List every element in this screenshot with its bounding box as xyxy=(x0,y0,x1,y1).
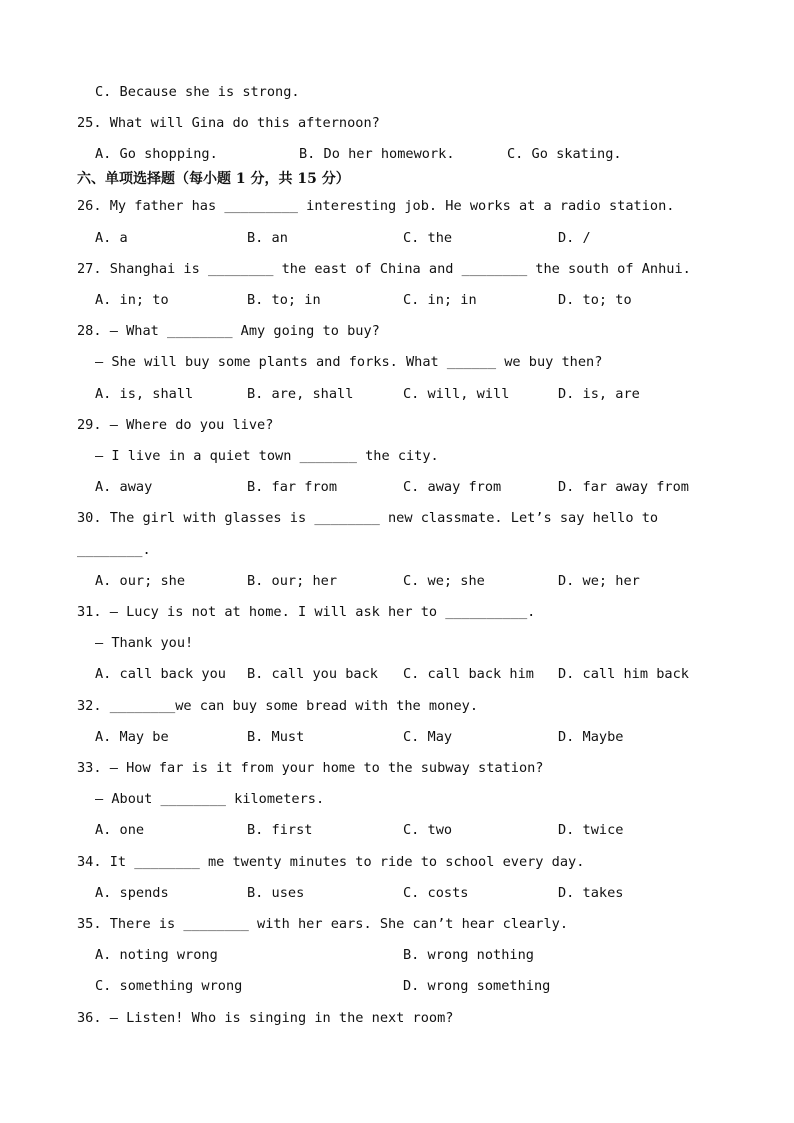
option-b: B. Must xyxy=(247,729,305,745)
question-33-reply: — About ________ kilometers. xyxy=(95,791,325,807)
option-a: A. spends xyxy=(95,885,169,901)
option-d: D. / xyxy=(558,230,591,246)
question-27: 27. Shanghai is ________ the east of China and ________ the south of Anhui. xyxy=(77,261,691,277)
option-c: C. we; she xyxy=(403,573,485,589)
option-a: A. a xyxy=(95,230,128,246)
option-c: C. the xyxy=(403,230,453,246)
option-b: B. our; her xyxy=(247,573,338,589)
option-c: C. two xyxy=(403,822,453,838)
question-31-reply: — Thank you! xyxy=(95,635,194,651)
option-d: D. we; her xyxy=(558,573,640,589)
option-a: A. our; she xyxy=(95,573,186,589)
option-b: B. are, shall xyxy=(247,386,354,402)
question-25: 25. What will Gina do this afternoon? xyxy=(77,115,380,131)
option-d: D. to; to xyxy=(558,292,632,308)
option-d: D. wrong something xyxy=(403,978,551,994)
option-d: D. is, are xyxy=(558,386,640,402)
question-29: 29. — Where do you live? xyxy=(77,417,274,433)
question-28: 28. — What ________ Amy going to buy? xyxy=(77,323,380,339)
option-b: B. to; in xyxy=(247,292,321,308)
option-a: A. Go shopping. xyxy=(95,146,218,162)
question-35: 35. There is ________ with her ears. She can’t hear clearly. xyxy=(77,916,569,932)
question-33: 33. — How far is it from your home to the subway station? xyxy=(77,760,544,776)
question-30-continued: ________. xyxy=(77,542,151,558)
option-c: C. in; in xyxy=(403,292,477,308)
question-34: 34. It ________ me twenty minutes to ride to school every day. xyxy=(77,854,585,870)
option-a: A. May be xyxy=(95,729,169,745)
question-30: 30. The girl with glasses is ________ new classmate. Let’s say hello to xyxy=(77,510,659,526)
section-heading: 六、单项选择题（每小题 1 分，共 15 分） xyxy=(77,171,350,187)
option-d: D. Maybe xyxy=(558,729,624,745)
option-a: A. one xyxy=(95,822,145,838)
option-a: A. is, shall xyxy=(95,386,194,402)
option-c: C. will, will xyxy=(403,386,510,402)
question-36: 36. — Listen! Who is singing in the next room? xyxy=(77,1010,454,1026)
option-b: B. call you back xyxy=(247,666,378,682)
option-a: A. in; to xyxy=(95,292,169,308)
option-c: C. call back him xyxy=(403,666,534,682)
option-b: B. uses xyxy=(247,885,305,901)
option-b: B. far from xyxy=(247,479,338,495)
option-c: C. away from xyxy=(403,479,502,495)
option-c: C. Go skating. xyxy=(507,146,622,162)
option-a: A. noting wrong xyxy=(95,947,218,963)
option-c: C. May xyxy=(403,729,453,745)
question-31: 31. — Lucy is not at home. I will ask her to __________. xyxy=(77,604,536,620)
option-line: C. Because she is strong. xyxy=(95,84,300,100)
option-b: B. Do her homework. xyxy=(299,146,455,162)
option-a: A. away xyxy=(95,479,153,495)
option-d: D. takes xyxy=(558,885,624,901)
option-b: B. first xyxy=(247,822,313,838)
option-d: D. far away from xyxy=(558,479,689,495)
question-29-reply: — I live in a quiet town _______ the city. xyxy=(95,448,439,464)
option-d: D. twice xyxy=(558,822,624,838)
option-c: C. costs xyxy=(403,885,469,901)
option-a: A. call back you xyxy=(95,666,226,682)
option-c: C. something wrong xyxy=(95,978,243,994)
question-28-reply: — She will buy some plants and forks. What ______ we buy then? xyxy=(95,354,603,370)
option-b: B. an xyxy=(247,230,288,246)
question-32: 32. ________we can buy some bread with the money. xyxy=(77,698,479,714)
question-26: 26. My father has _________ interesting job. He works at a radio station. xyxy=(77,198,675,214)
option-b: B. wrong nothing xyxy=(403,947,534,963)
option-d: D. call him back xyxy=(558,666,689,682)
